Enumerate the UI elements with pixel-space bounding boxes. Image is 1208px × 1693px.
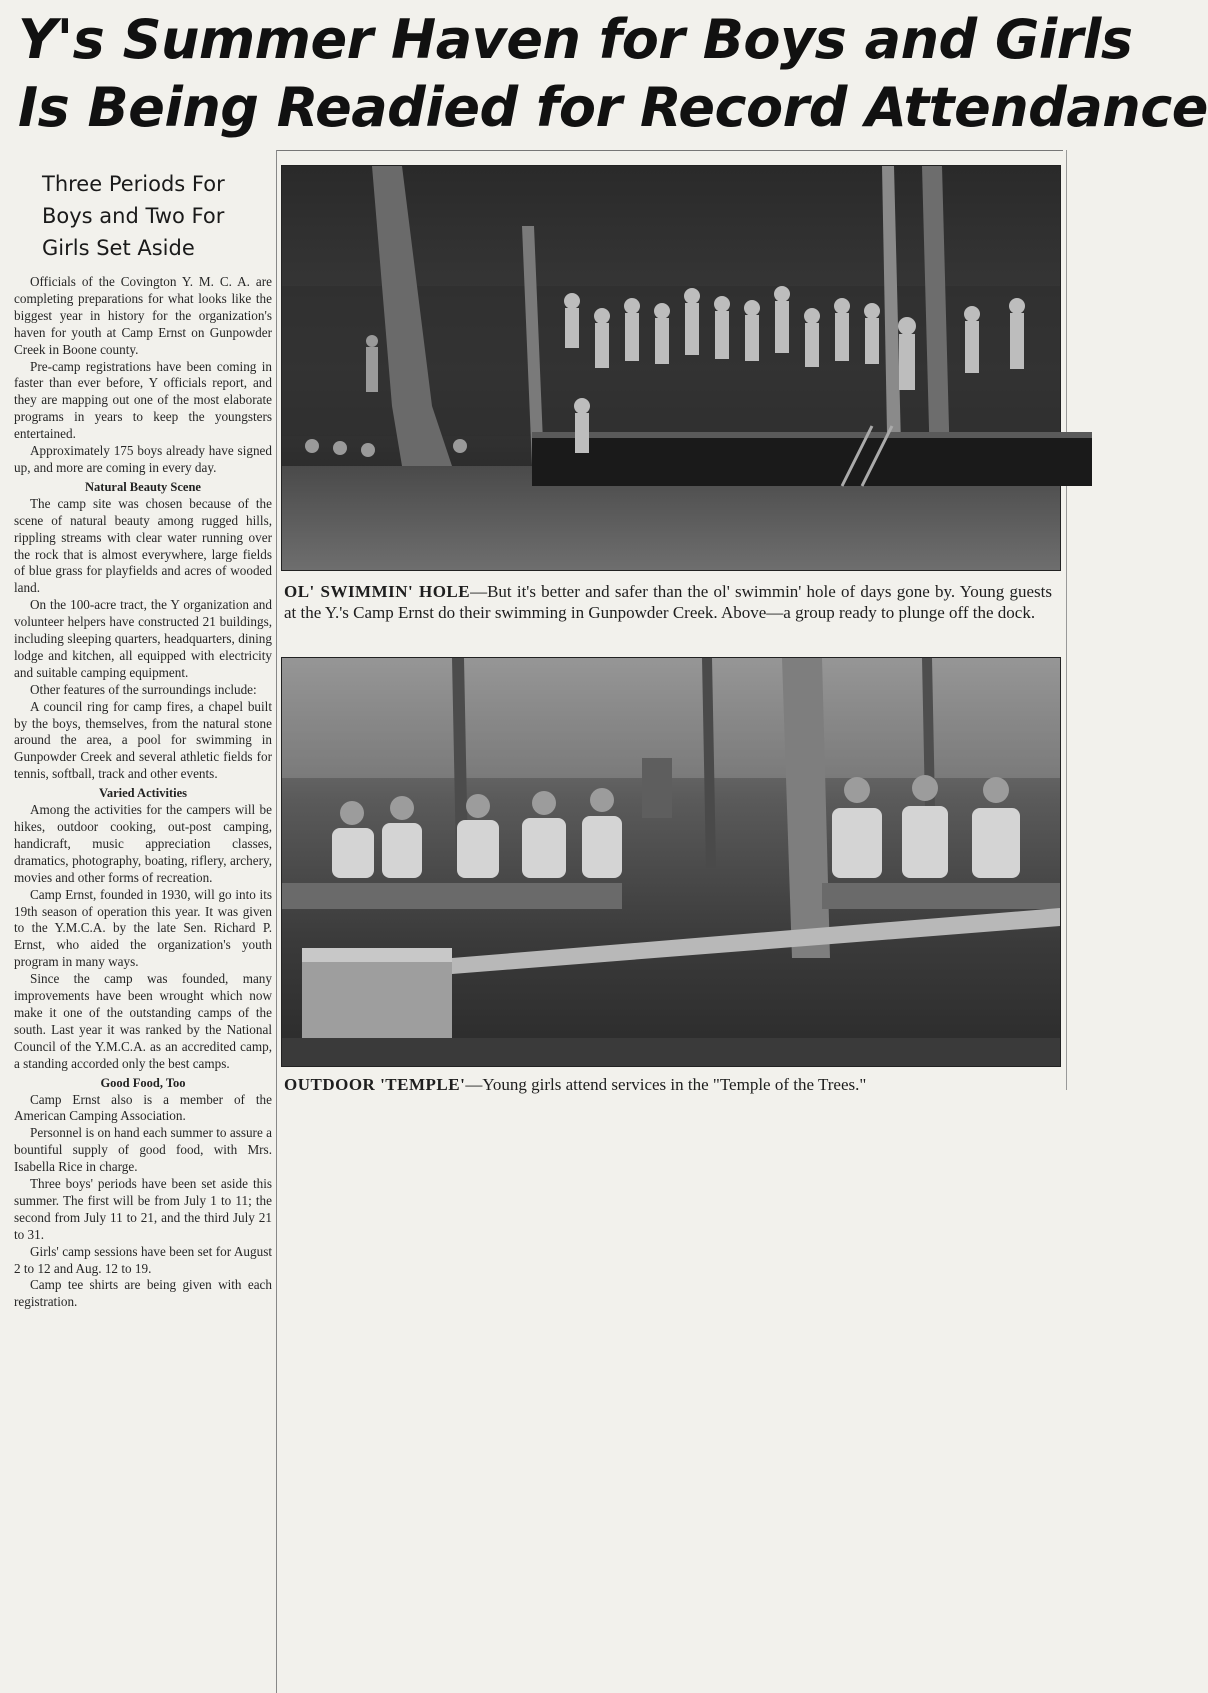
paragraph: Officials of the Covington Y. M. C. A. are completing preparations for what looks like the biggest year in history for the organization's haven for youth at Camp Ernst on Gunpowder Creek in Boone county. bbox=[14, 274, 272, 357]
headline-line-2: Is Being Readied for Record Attendance bbox=[18, 76, 1208, 139]
deck-line-2: Boys and Two For bbox=[42, 204, 225, 228]
caption-lead-swimming-hole: OL' SWIMMIN' HOLE bbox=[284, 582, 471, 601]
paragraph: Among the activities for the campers will be hikes, outdoor cooking, out-post camping, handicraft, music appreciation classes, dramatics, photography, boating, riflery, archery, movies and other forms of recreation. bbox=[14, 802, 272, 885]
deck-line-3: Girls Set Aside bbox=[42, 236, 195, 260]
paragraph: Camp Ernst also is a member of the American Camping Association. bbox=[14, 1091, 272, 1124]
subhead-varied-activities: Varied Activities bbox=[98, 786, 188, 801]
paragraph: Pre-camp registrations have been coming in faster than ever before, Y officials report, and they are mapping out one of the most elaborate programs in years to keep the youngsters entertained. bbox=[14, 358, 272, 442]
paragraph: Approximately 175 boys already have signed up, and more are coming in every day. bbox=[14, 443, 272, 475]
paragraph: The camp site was chosen because of the scene of natural beauty among rugged hills, rippling streams with clear water running over the rock that is almost everywhere, large fields of blue grass for playfields and acres of wooded land. bbox=[14, 495, 272, 596]
column-top-rule bbox=[277, 150, 1063, 151]
subhead-good-food: Good Food, Too bbox=[100, 1075, 186, 1090]
outdoor-temple-image bbox=[282, 658, 1060, 1066]
caption-lead-outdoor-temple: OUTDOOR 'TEMPLE' bbox=[284, 1075, 466, 1094]
article-deck bbox=[42, 168, 272, 264]
paragraph: A council ring for camp fires, a chapel built by the boys, themselves, from the natural stone around the area, a pool for swimming in Gunpowder Creek and several athletic fields for tennis, softball, track and other events. bbox=[14, 698, 272, 782]
paragraph: Personnel is on hand each summer to assure a bountiful supply of good food, with Mrs. Isabella Rice in charge. bbox=[14, 1125, 272, 1175]
swimming-hole-image bbox=[282, 166, 1060, 570]
photo-swimming-hole bbox=[281, 165, 1061, 571]
paragraph: Girls' camp sessions have been set for August 2 to 12 and Aug. 12 to 19. bbox=[14, 1243, 272, 1276]
subhead-natural-beauty: Natural Beauty Scene bbox=[85, 479, 201, 494]
headline-line-1: Y's Summer Haven for Boys and Girls bbox=[18, 8, 1133, 71]
deck-line-1: Three Periods For bbox=[42, 172, 225, 196]
right-edge-rule bbox=[1066, 150, 1067, 1090]
article-body bbox=[14, 274, 272, 1311]
paragraph: Since the camp was founded, many improvements have been wrought which now make it one of the outstanding camps of the south. Last year it was ranked by the National Council of the Y.M.C.A. as an accredited camp, a standing accorded only the best camps. bbox=[14, 971, 272, 1071]
caption-text-swimming-hole: —But it's better and safer than the ol' swimmin' hole of days gone by. Young guests at the Y.'s Camp Ernst do their swimming in Gunpowder Creek. Above—a group ready to plunge off the dock. bbox=[284, 582, 1052, 622]
paragraph: Other features of the surroundings include: bbox=[30, 681, 257, 697]
paragraph: Camp tee shirts are being given with each registration. bbox=[14, 1277, 272, 1310]
article-column bbox=[14, 168, 272, 1311]
caption-outdoor-temple bbox=[284, 1074, 1062, 1095]
paragraph: On the 100-acre tract, the Y organization and volunteer helpers have constructed 21 buildings, including sleeping quarters, headquarters, dining lodge and kitchen, all equipped with electricity and suitable camping equipment. bbox=[14, 597, 272, 680]
paragraph: Camp Ernst, founded in 1930, will go into its 19th season of operation this year. It was given to the Y.M.C.A. by the late Sen. Richard P. Ernst, who aided the organization's youth program in many ways. bbox=[14, 886, 272, 970]
paragraph: Three boys' periods have been set aside this summer. The first will be from July 1 to 11; the second from July 11 to 21, and the third July 21 to 31. bbox=[14, 1176, 272, 1242]
photo-outdoor-temple bbox=[281, 657, 1061, 1067]
caption-text-outdoor-temple: —Young girls attend services in the "Temple of the Trees." bbox=[465, 1075, 867, 1094]
caption-swimming-hole bbox=[284, 581, 1052, 623]
column-divider bbox=[276, 150, 277, 1693]
headline bbox=[18, 6, 1208, 142]
